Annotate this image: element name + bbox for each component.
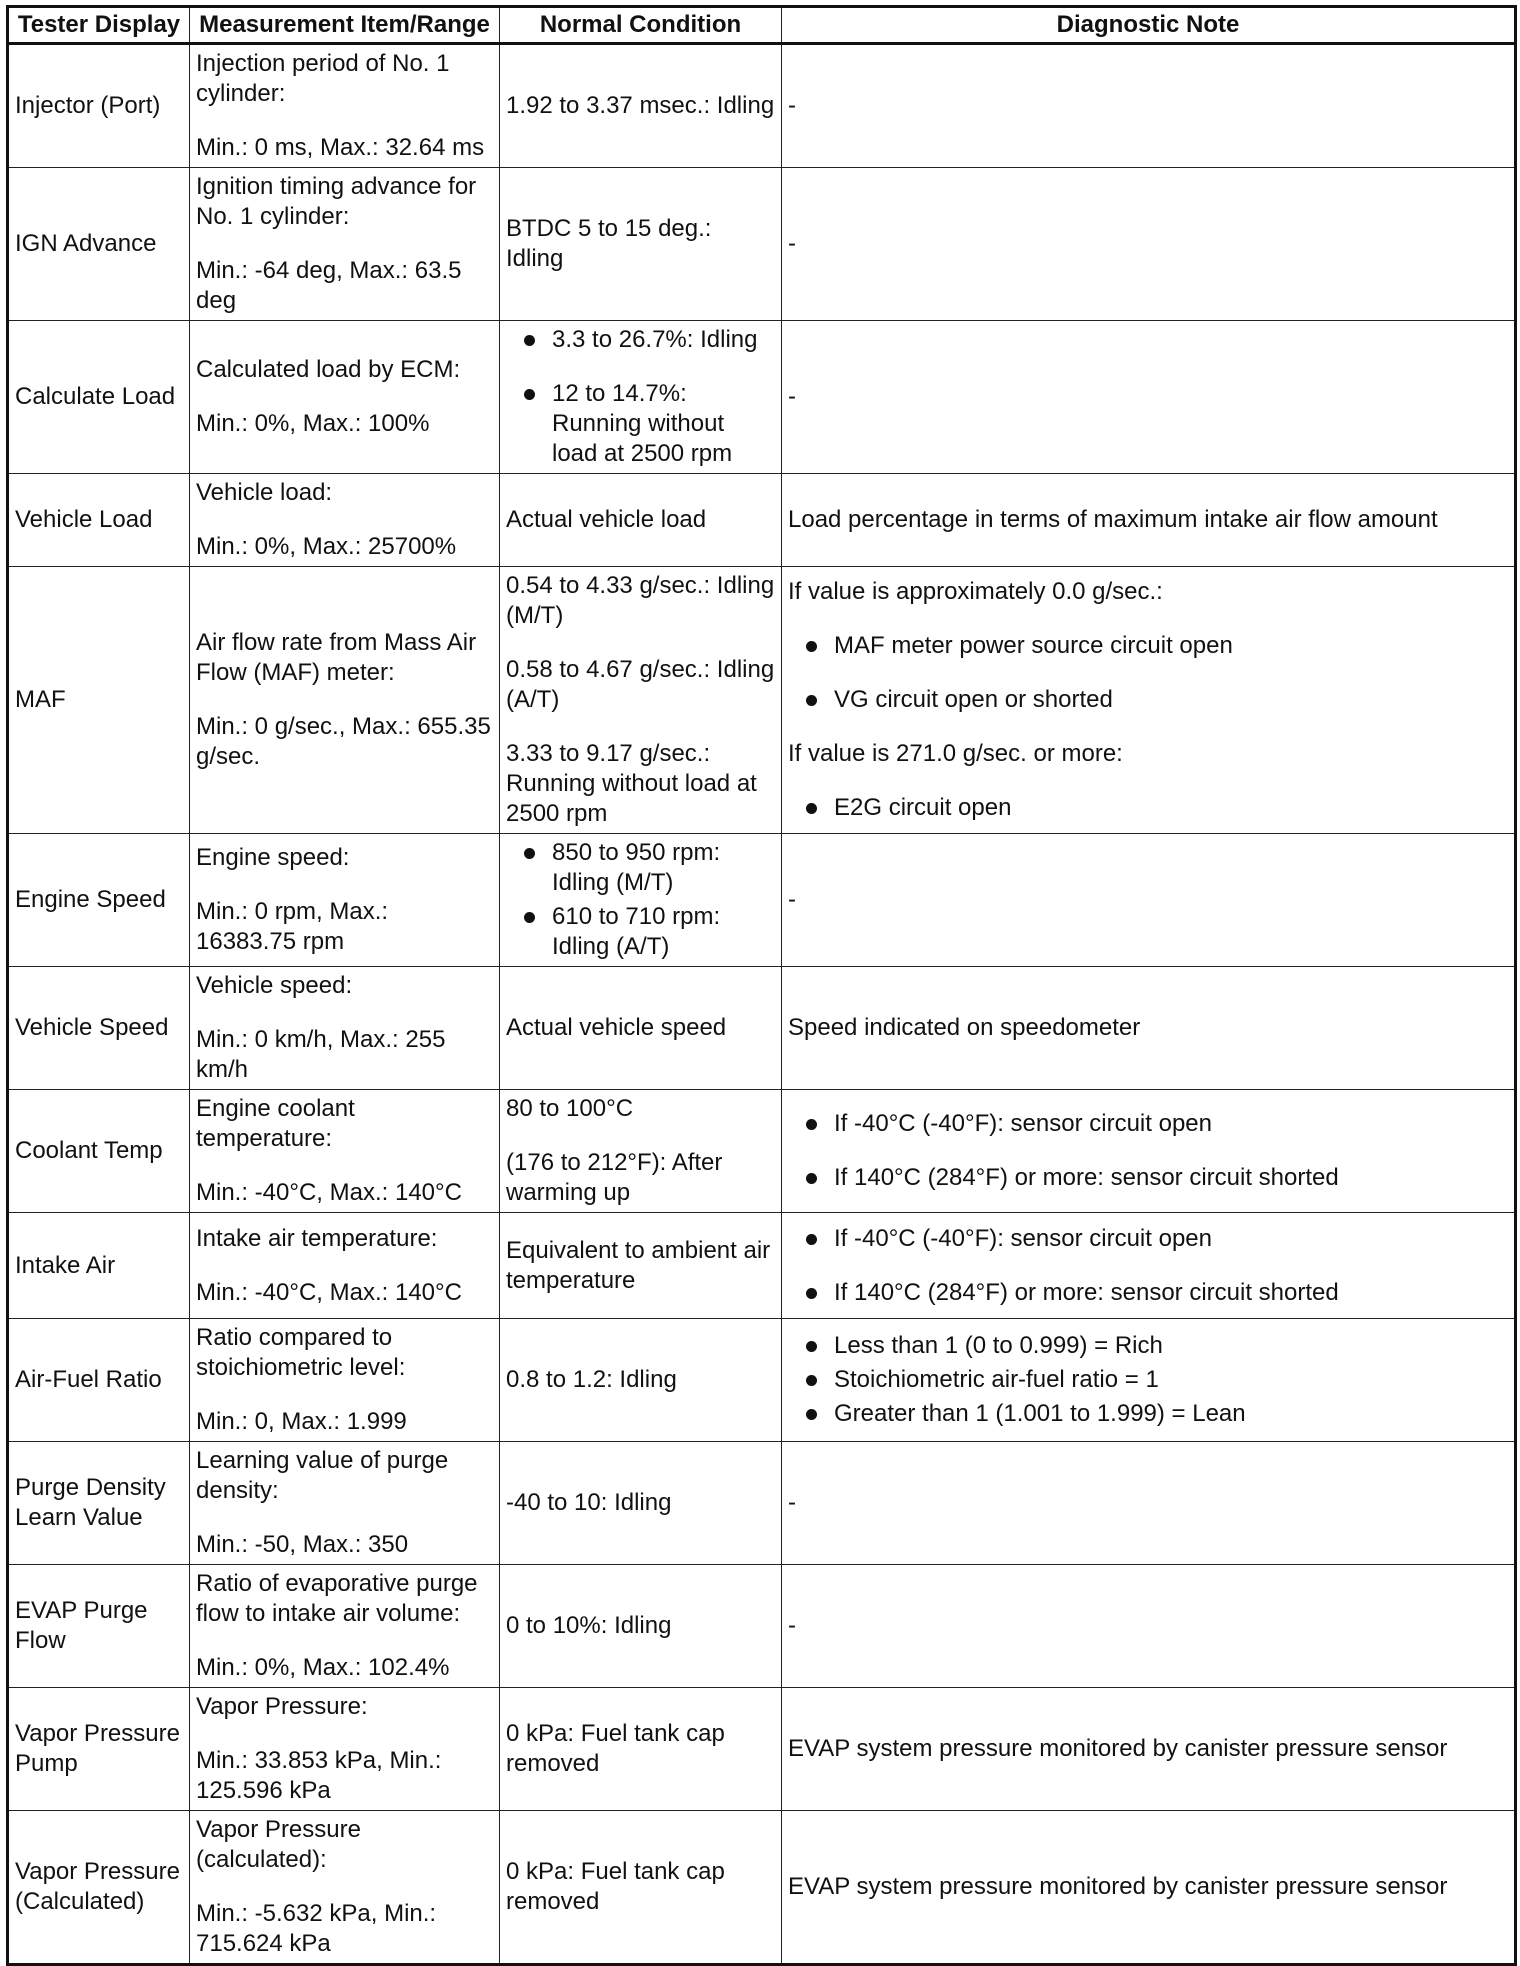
cell-display: IGN Advance <box>8 168 190 321</box>
list-item: 850 to 950 rpm: Idling (M/T) <box>506 838 775 898</box>
cell-display: EVAP Purge Flow <box>8 1565 190 1688</box>
normal-bullet-list <box>506 838 775 962</box>
cell-normal: 1.92 to 3.37 msec.: Idling <box>500 44 782 168</box>
cell-item: Ratio of evaporative purge flow to intake air volume: Min.: 0%, Max.: 102.4% <box>190 1565 500 1688</box>
cell-normal: Actual vehicle load <box>500 474 782 567</box>
cell-item: Vehicle load: Min.: 0%, Max.: 25700% <box>190 474 500 567</box>
cell-note <box>782 1090 1516 1213</box>
list-item: Stoichiometric air-fuel ratio = 1 <box>788 1365 1508 1395</box>
list-item: 3.3 to 26.7%: Idling <box>506 325 775 355</box>
cell-item: Calculated load by ECM: Min.: 0%, Max.: 100% <box>190 321 500 474</box>
cell-item: Ignition timing advance for No. 1 cylinder: Min.: -64 deg, Max.: 63.5 deg <box>190 168 500 321</box>
cell-note: - <box>782 44 1516 168</box>
cell-note: Speed indicated on speedometer <box>782 967 1516 1090</box>
cell-display: Calculate Load <box>8 321 190 474</box>
cell-display: Air-Fuel Ratio <box>8 1319 190 1442</box>
table-row <box>8 567 1516 834</box>
table-row <box>8 1319 1516 1442</box>
cell-normal: 0 kPa: Fuel tank cap removed <box>500 1688 782 1811</box>
table-row <box>8 474 1516 567</box>
cell-display: Vapor Pressure (Calculated) <box>8 1811 190 1965</box>
list-item: If 140°C (284°F) or more: sensor circuit shorted <box>788 1278 1508 1308</box>
cell-display: Engine Speed <box>8 834 190 967</box>
table-row <box>8 1442 1516 1565</box>
list-item: VG circuit open or shorted <box>788 685 1508 715</box>
cell-display: Injector (Port) <box>8 44 190 168</box>
cell-normal: Equivalent to ambient air temperature <box>500 1213 782 1319</box>
list-item: If -40°C (-40°F): sensor circuit open <box>788 1224 1508 1254</box>
cell-normal <box>500 321 782 474</box>
cell-normal <box>500 834 782 967</box>
header-normal-condition: Normal Condition <box>500 7 782 44</box>
header-tester-display: Tester Display <box>8 7 190 44</box>
cell-note: Load percentage in terms of maximum intake air flow amount <box>782 474 1516 567</box>
cell-item: Vehicle speed: Min.: 0 km/h, Max.: 255 km/h <box>190 967 500 1090</box>
table-row <box>8 834 1516 967</box>
cell-note: - <box>782 168 1516 321</box>
cell-item: Vapor Pressure (calculated): Min.: -5.632 kPa, Min.: 715.624 kPa <box>190 1811 500 1965</box>
list-item: 610 to 710 rpm: Idling (A/T) <box>506 902 775 962</box>
cell-normal: 0.54 to 4.33 g/sec.: Idling (M/T) 0.58 to 4.67 g/sec.: Idling (A/T) 3.33 to 9.17 g/sec.: Running without load at 2500 rpm <box>500 567 782 834</box>
cell-note: - <box>782 834 1516 967</box>
data-list-table <box>6 5 1517 1966</box>
table-row <box>8 44 1516 168</box>
cell-note <box>782 1319 1516 1442</box>
cell-item: Vapor Pressure: Min.: 33.853 kPa, Min.: 125.596 kPa <box>190 1688 500 1811</box>
cell-display: Intake Air <box>8 1213 190 1319</box>
table-row <box>8 1688 1516 1811</box>
cell-note <box>782 1213 1516 1319</box>
note-bullet-list <box>788 1331 1508 1429</box>
list-item: If -40°C (-40°F): sensor circuit open <box>788 1109 1508 1139</box>
list-item: Less than 1 (0 to 0.999) = Rich <box>788 1331 1508 1361</box>
header-measurement-item: Measurement Item/Range <box>190 7 500 44</box>
note-bullet-list <box>788 631 1508 715</box>
cell-normal: -40 to 10: Idling <box>500 1442 782 1565</box>
table-row <box>8 321 1516 474</box>
cell-item: Injection period of No. 1 cylinder: Min.: 0 ms, Max.: 32.64 ms <box>190 44 500 168</box>
cell-display: Vehicle Speed <box>8 967 190 1090</box>
cell-display: Vehicle Load <box>8 474 190 567</box>
cell-item: Engine coolant temperature: Min.: -40°C, Max.: 140°C <box>190 1090 500 1213</box>
note-bullet-list <box>788 1109 1508 1193</box>
cell-item: Learning value of purge density: Min.: -50, Max.: 350 <box>190 1442 500 1565</box>
table-row <box>8 1090 1516 1213</box>
list-item: E2G circuit open <box>788 793 1508 823</box>
header-diagnostic-note: Diagnostic Note <box>782 7 1516 44</box>
cell-display: MAF <box>8 567 190 834</box>
cell-item: Engine speed: Min.: 0 rpm, Max.: 16383.75 rpm <box>190 834 500 967</box>
normal-bullet-list <box>506 325 775 469</box>
cell-item: Air flow rate from Mass Air Flow (MAF) meter: Min.: 0 g/sec., Max.: 655.35 g/sec. <box>190 567 500 834</box>
cell-display: Coolant Temp <box>8 1090 190 1213</box>
cell-note: EVAP system pressure monitored by canister pressure sensor <box>782 1688 1516 1811</box>
table-row <box>8 1811 1516 1965</box>
list-item: 12 to 14.7%: Running without load at 2500 rpm <box>506 379 775 469</box>
cell-normal: Actual vehicle speed <box>500 967 782 1090</box>
cell-item: Ratio compared to stoichiometric level: Min.: 0, Max.: 1.999 <box>190 1319 500 1442</box>
document <box>6 5 1514 1966</box>
cell-normal: 80 to 100°C (176 to 212°F): After warming up <box>500 1090 782 1213</box>
list-item: Greater than 1 (1.001 to 1.999) = Lean <box>788 1399 1508 1429</box>
table-row <box>8 168 1516 321</box>
cell-display: Vapor Pressure Pump <box>8 1688 190 1811</box>
cell-normal: BTDC 5 to 15 deg.: Idling <box>500 168 782 321</box>
note-bullet-list <box>788 1224 1508 1308</box>
table-row <box>8 1565 1516 1688</box>
cell-note: EVAP system pressure monitored by canister pressure sensor <box>782 1811 1516 1965</box>
cell-note: If value is approximately 0.0 g/sec.: MAF meter power source circuit open VG circuit open or shorted If value is 271.0 g/sec. or more: E2G circuit open <box>782 567 1516 834</box>
cell-note: - <box>782 321 1516 474</box>
cell-display: Purge Density Learn Value <box>8 1442 190 1565</box>
table-row <box>8 967 1516 1090</box>
cell-note: - <box>782 1565 1516 1688</box>
list-item: If 140°C (284°F) or more: sensor circuit shorted <box>788 1163 1508 1193</box>
cell-note: - <box>782 1442 1516 1565</box>
list-item: MAF meter power source circuit open <box>788 631 1508 661</box>
cell-normal: 0 kPa: Fuel tank cap removed <box>500 1811 782 1965</box>
cell-normal: 0.8 to 1.2: Idling <box>500 1319 782 1442</box>
header-row <box>8 7 1516 44</box>
cell-item: Intake air temperature: Min.: -40°C, Max.: 140°C <box>190 1213 500 1319</box>
table-row <box>8 1213 1516 1319</box>
note-bullet-list <box>788 793 1508 823</box>
cell-normal: 0 to 10%: Idling <box>500 1565 782 1688</box>
